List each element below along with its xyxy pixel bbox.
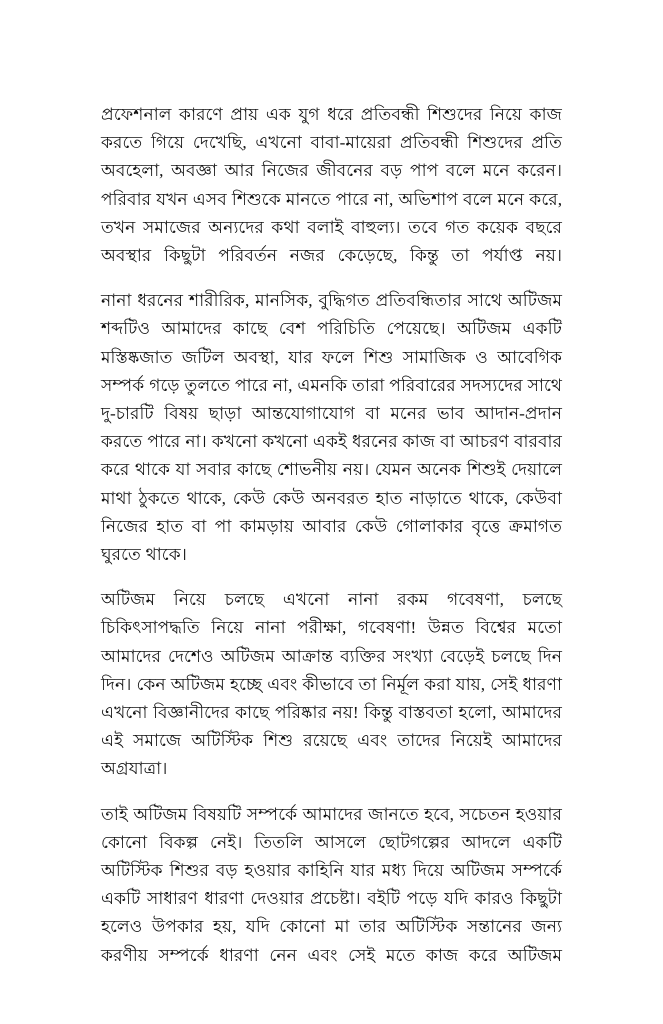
paragraph-1: প্রফেশনাল কারণে প্রায় এক যুগ ধরে প্রতিবন্ধী শিশুদের নিয়ে কাজ করতে গিয়ে দেখেছি, এখনো বাবা-মায়েরা প্রতিবন্ধী শিশুদের প্রতি অবহেলা, অবজ্ঞা আর নিজের জীবনের বড় পাপ বলে মনে করেন। পরিবার যখন এসব শিশুকে মানতে পারে না, অভিশাপ বলে মনে করে, তখন সমাজের অন্যদের কথা বলাই বাহুল্য। তবে গত কয়েক বছরে অবস্থার কিছুটা পরিবর্তন নজর কেড়েছে, কিন্তু তা পর্যাপ্ত নয়।	[101, 105, 562, 266]
paragraph-2: নানা ধরনের শারীরিক, মানসিক, বুদ্ধিগত প্রতিবন্ধিতার সাথে অটিজম শব্দটিও আমাদের কাছে বেশ পরিচিতি পেয়েছে। অটিজম একটি মস্তিষ্কজাত জটিল অবস্থা, যার ফলে শিশু সামাজিক ও আবেগিক সম্পর্ক গড়ে তুলতে পারে না, এমনকি তারা পরিবারের সদস্যদের সাথে দু-চারটি বিষয় ছাড়া আন্তযোগাযোগ বা মনের ভাব আদান-প্রদান করতে পারে না। কখনো কখনো একই ধরনের কাজ বা আচরণ বারবার করে থাকে যা সবার কাছে শোভনীয় নয়। যেমন অনেক শিশুই দেয়ালে মাথা ঠুকতে থাকে, কেউ কেউ অনবরত হাত নাড়াতে থাকে, কেউবা নিজের হাত বা পা কামড়ায় আবার কেউ গোলাকার বৃত্তে ক্রমাগত ঘুরতে থাকে।	[101, 291, 562, 565]
paragraph-4: তাই অটিজম বিষয়টি সম্পর্কে আমাদের জানতে হবে, সচেতন হওয়ার কোনো বিকল্প নেই। তিতলি আসলে ছোটগল্পের আদলে একটি অটিস্টিক শিশুর বড় হওয়ার কাহিনি যার মধ্য দিয়ে অটিজম সম্পর্কে একটি সাধারণ ধারণা দেওয়ার প্রচেষ্টা। বইটি পড়ে যদি কারও কিছুটা হলেও উপকার হয়, যদি কোনো মা তার অটিস্টিক সন্তানের জন্য করণীয় সম্পর্কে ধারণা নেন এবং সেই মতে কাজ করে অটিজম	[101, 804, 562, 965]
paragraph-3: অটিজম নিয়ে চলছে এখনো নানা রকম গবেষণা, চলছে চিকিৎসাপদ্ধতি নিয়ে নানা পরীক্ষা, গবেষণা! উন্নত বিশ্বের মতো আমাদের দেশেও অটিজম আক্রান্ত ব্যক্তির সংখ্যা বেড়েই চলছে দিন দিন। কেন অটিজম হচ্ছে এবং কীভাবে তা নির্মূল করা যায়, সেই ধারণা এখনো বিজ্ঞানীদের কাছে পরিষ্কার নয়! কিন্তু বাস্তবতা হলো, আমাদের এই সমাজে অটিস্টিক শিশু রয়েছে এবং তাদের নিয়েই আমাদের অগ্রযাত্রা।	[101, 590, 562, 779]
body-text-column	[101, 101, 562, 970]
